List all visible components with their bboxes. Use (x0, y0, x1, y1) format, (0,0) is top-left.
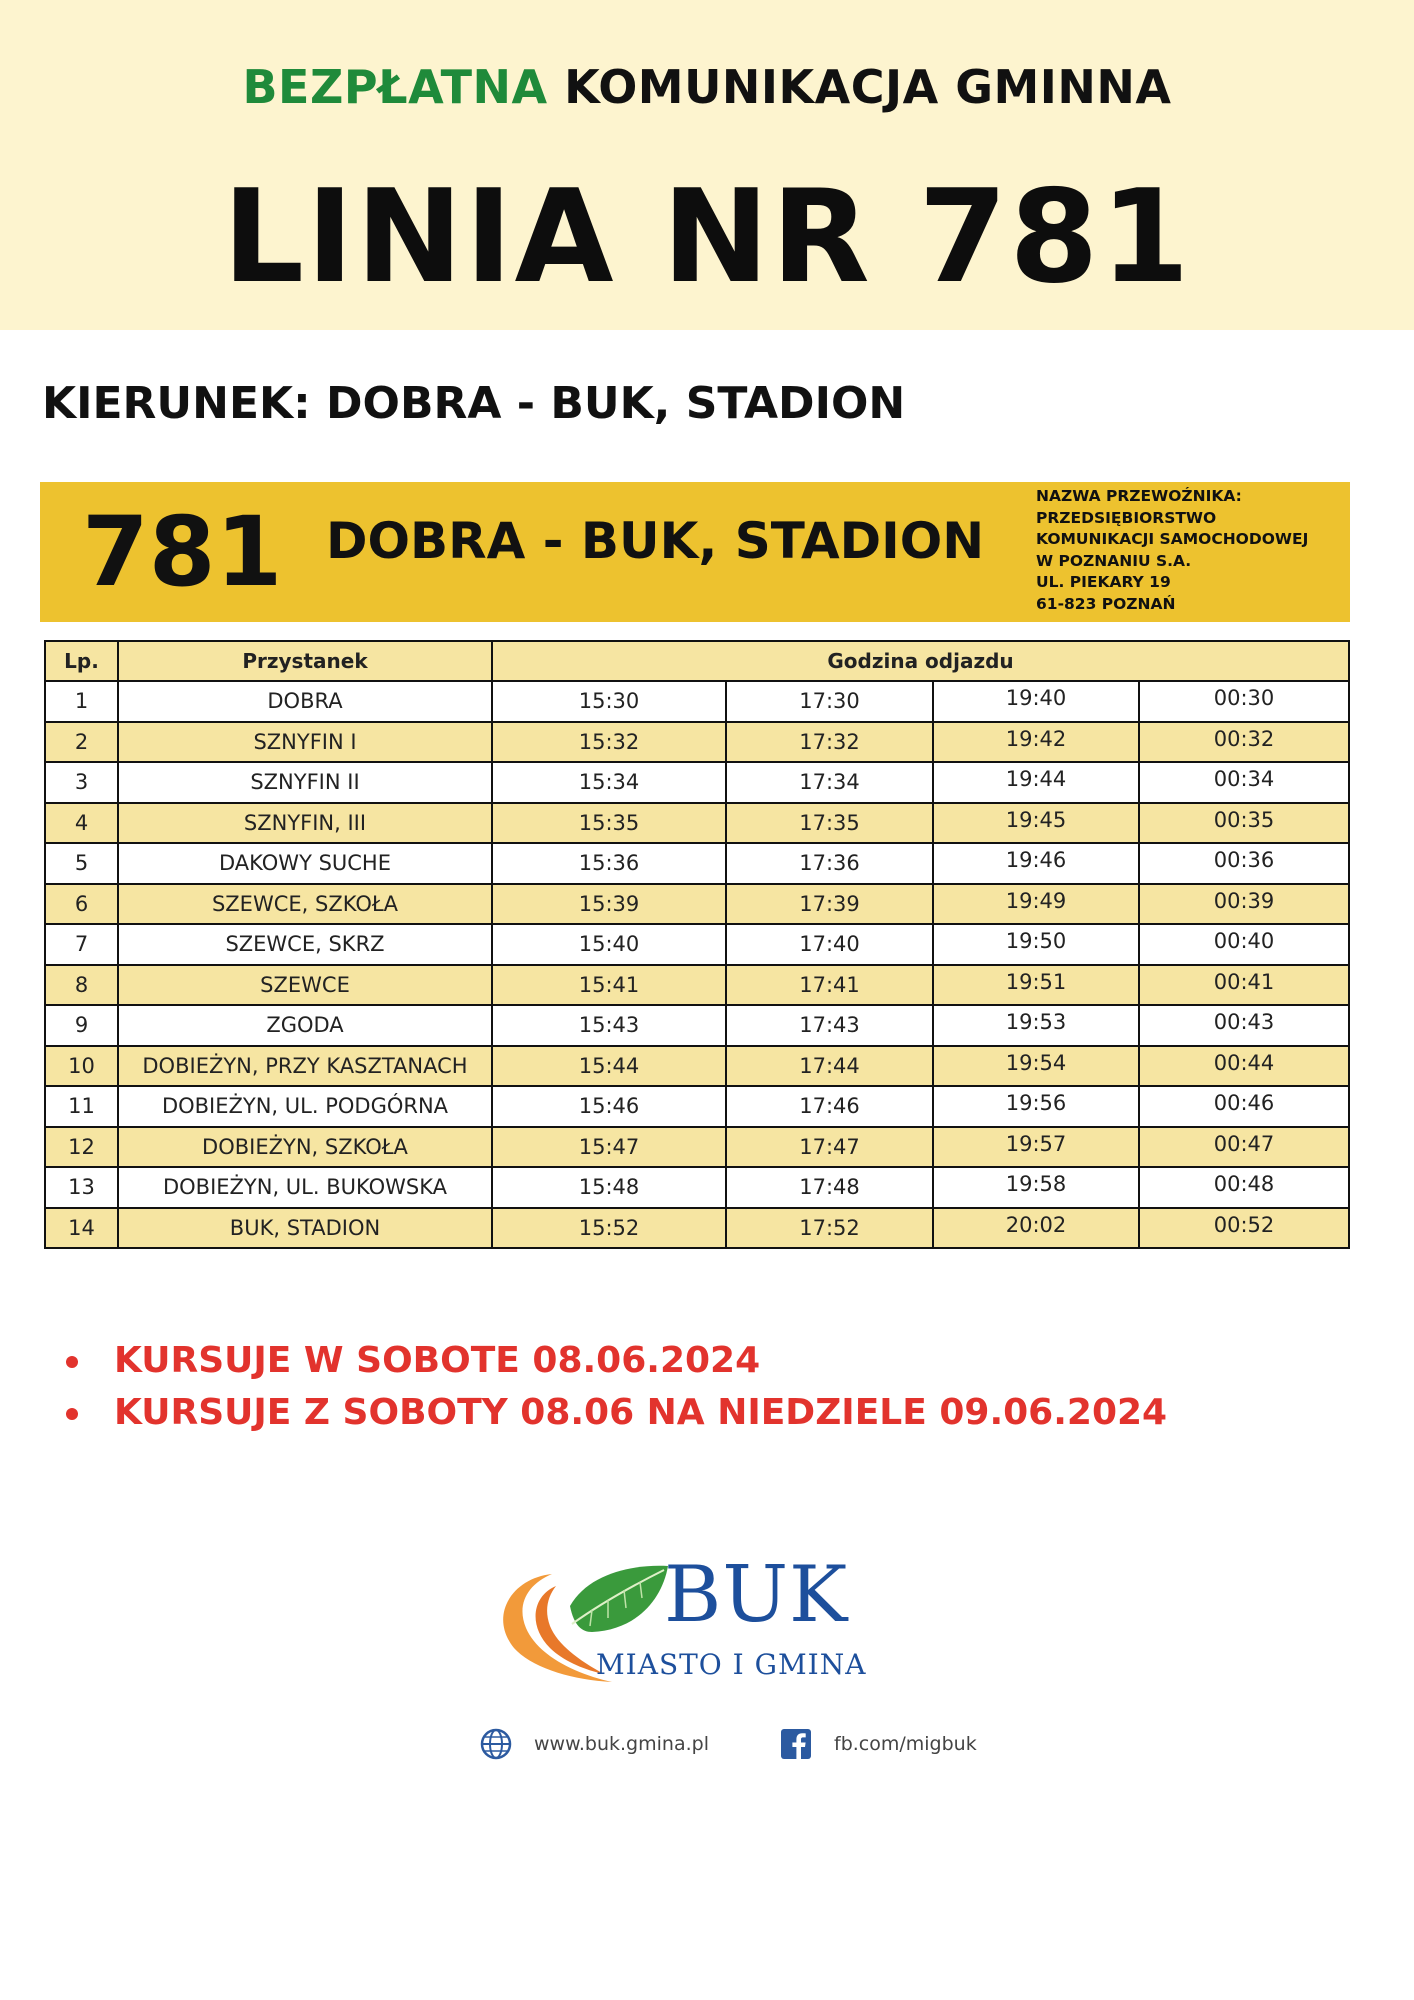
cell-time: 19:40 (933, 681, 1139, 722)
cell-lp: 4 (45, 803, 118, 844)
cell-stop: SZNYFIN I (118, 722, 492, 763)
cell-time: 17:44 (726, 1046, 933, 1087)
header-tagline (0, 60, 1414, 114)
cell-time: 17:41 (726, 965, 933, 1006)
cell-time: 15:43 (492, 1005, 726, 1046)
cell-stop: DOBIEŻYN, UL. PODGÓRNA (118, 1086, 492, 1127)
bullet-icon (66, 1356, 78, 1368)
cell-stop: SZEWCE (118, 965, 492, 1006)
cell-lp: 10 (45, 1046, 118, 1087)
cell-lp: 7 (45, 924, 118, 965)
facebook-link[interactable]: fb.com/migbuk (834, 1733, 977, 1755)
table-row (45, 965, 1349, 1006)
cell-lp: 12 (45, 1127, 118, 1168)
route-number: 781 (82, 496, 283, 608)
cell-time: 19:57 (933, 1127, 1139, 1168)
cell-stop: DOBIEŻYN, PRZY KASZTANACH (118, 1046, 492, 1087)
facebook-icon (780, 1728, 812, 1760)
cell-time: 15:52 (492, 1208, 726, 1249)
cell-time: 00:47 (1139, 1127, 1349, 1168)
cell-time: 19:54 (933, 1046, 1139, 1087)
cell-time: 19:58 (933, 1167, 1139, 1208)
cell-time: 00:40 (1139, 924, 1349, 965)
table-row (45, 681, 1349, 722)
cell-stop: SZEWCE, SKRZ (118, 924, 492, 965)
cell-time: 17:46 (726, 1086, 933, 1127)
table-row (45, 843, 1349, 884)
cell-stop: SZNYFIN II (118, 762, 492, 803)
cell-time: 17:52 (726, 1208, 933, 1249)
table-row (45, 1046, 1349, 1087)
cell-lp: 5 (45, 843, 118, 884)
carrier-line: W POZNANIU S.A. (1036, 551, 1192, 570)
carrier-line: NAZWA PRZEWOŹNIKA: (1036, 487, 1242, 505)
timetable (44, 640, 1350, 1249)
cell-time: 15:39 (492, 884, 726, 925)
cell-time: 00:46 (1139, 1086, 1349, 1127)
cell-stop: SZEWCE, SZKOŁA (118, 884, 492, 925)
cell-time: 15:36 (492, 843, 726, 884)
cell-time: 00:32 (1139, 722, 1349, 763)
cell-time: 00:30 (1139, 681, 1349, 722)
note-text: KURSUJE W SOBOTE 08.06.2024 (114, 1340, 761, 1381)
cell-stop: SZNYFIN, III (118, 803, 492, 844)
cell-lp: 2 (45, 722, 118, 763)
cell-time: 17:36 (726, 843, 933, 884)
cell-lp: 9 (45, 1005, 118, 1046)
tagline-transport: KOMUNIKACJA GMINNA (564, 60, 1172, 114)
cell-time: 17:47 (726, 1127, 933, 1168)
cell-time: 00:41 (1139, 965, 1349, 1006)
cell-time: 00:34 (1139, 762, 1349, 803)
table-row (45, 803, 1349, 844)
cell-time: 19:51 (933, 965, 1139, 1006)
cell-lp: 11 (45, 1086, 118, 1127)
carrier-line: KOMUNIKACJI SAMOCHODOWEJ (1036, 530, 1309, 548)
table-row (45, 1005, 1349, 1046)
table-row (45, 924, 1349, 965)
cell-time: 15:30 (492, 681, 726, 722)
carrier-line: UL. PIEKARY 19 (1036, 573, 1171, 591)
footer-facebook[interactable] (780, 1724, 977, 1764)
cell-time: 20:02 (933, 1208, 1139, 1249)
cell-time: 17:32 (726, 722, 933, 763)
cell-time: 19:45 (933, 803, 1139, 844)
cell-stop: DOBIEŻYN, UL. BUKOWSKA (118, 1167, 492, 1208)
cell-stop: DOBRA (118, 681, 492, 722)
cell-time: 00:52 (1139, 1208, 1349, 1249)
cell-time: 15:48 (492, 1167, 726, 1208)
logo-wordmark: BUK (664, 1550, 849, 1640)
header-stop: Przystanek (118, 641, 492, 681)
cell-time: 17:39 (726, 884, 933, 925)
cell-time: 19:56 (933, 1086, 1139, 1127)
page-title: LINIA NR 781 (222, 163, 1192, 312)
cell-stop: DAKOWY SUCHE (118, 843, 492, 884)
cell-time: 15:46 (492, 1086, 726, 1127)
table-row (45, 722, 1349, 763)
table-row (45, 1167, 1349, 1208)
route-name: DOBRA - BUK, STADION (326, 512, 985, 570)
cell-time: 15:41 (492, 965, 726, 1006)
cell-time: 19:50 (933, 924, 1139, 965)
table-row (45, 762, 1349, 803)
cell-time: 19:46 (933, 843, 1139, 884)
cell-time: 00:44 (1139, 1046, 1349, 1087)
table-row (45, 884, 1349, 925)
buk-logo (492, 1550, 892, 1686)
cell-lp: 3 (45, 762, 118, 803)
cell-time: 00:48 (1139, 1167, 1349, 1208)
website-link[interactable]: www.buk.gmina.pl (534, 1733, 709, 1755)
cell-time: 19:42 (933, 722, 1139, 763)
cell-time: 15:35 (492, 803, 726, 844)
cell-time: 17:30 (726, 681, 933, 722)
cell-time: 00:39 (1139, 884, 1349, 925)
cell-stop: DOBIEŻYN, SZKOŁA (118, 1127, 492, 1168)
cell-time: 00:43 (1139, 1005, 1349, 1046)
cell-time: 17:34 (726, 762, 933, 803)
cell-time: 19:49 (933, 884, 1139, 925)
bullet-icon (66, 1408, 78, 1420)
table-row (45, 1127, 1349, 1168)
cell-time: 17:48 (726, 1167, 933, 1208)
cell-stop: ZGODA (118, 1005, 492, 1046)
cell-lp: 13 (45, 1167, 118, 1208)
note-text: KURSUJE Z SOBOTY 08.06 NA NIEDZIELE 09.06.2024 (114, 1392, 1168, 1433)
cell-stop: BUK, STADION (118, 1208, 492, 1249)
globe-icon (480, 1728, 512, 1760)
cell-time: 15:40 (492, 924, 726, 965)
route-banner (40, 482, 1350, 622)
cell-time: 17:43 (726, 1005, 933, 1046)
cell-lp: 14 (45, 1208, 118, 1249)
cell-time: 15:34 (492, 762, 726, 803)
carrier-line: 61-823 POZNAŃ (1036, 594, 1176, 613)
cell-lp: 6 (45, 884, 118, 925)
header-lp: Lp. (45, 641, 118, 681)
cell-time: 19:44 (933, 762, 1139, 803)
cell-time: 15:44 (492, 1046, 726, 1087)
logo-subtitle: MIASTO I GMINA (596, 1648, 867, 1681)
cell-time: 17:35 (726, 803, 933, 844)
cell-lp: 8 (45, 965, 118, 1006)
cell-time: 19:53 (933, 1005, 1139, 1046)
header-departure-times: Godzina odjazdu (492, 641, 1349, 681)
cell-time: 15:47 (492, 1127, 726, 1168)
tagline-free: BEZPŁATNA (242, 60, 548, 114)
carrier-line: PRZEDSIĘBIORSTWO (1036, 508, 1217, 527)
cell-time: 00:36 (1139, 843, 1349, 884)
cell-lp: 1 (45, 681, 118, 722)
table-row (45, 1208, 1349, 1249)
cell-time: 17:40 (726, 924, 933, 965)
table-row (45, 1086, 1349, 1127)
footer-website[interactable] (480, 1724, 709, 1764)
cell-time: 15:32 (492, 722, 726, 763)
carrier-info (1036, 486, 1346, 615)
footer (0, 1724, 1414, 1764)
cell-time: 00:35 (1139, 803, 1349, 844)
direction-heading: KIERUNEK: DOBRA - BUK, STADION (42, 378, 906, 429)
